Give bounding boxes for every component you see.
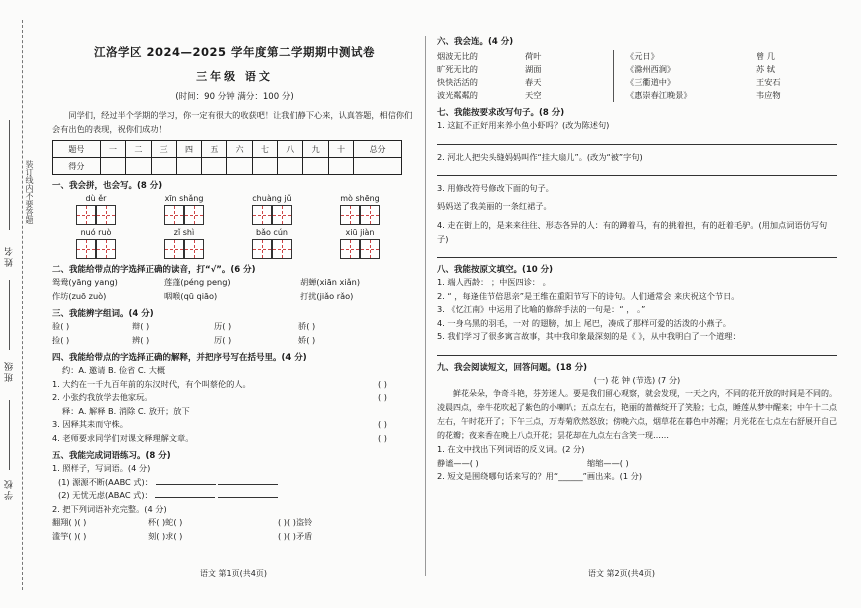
match-item[interactable]: 苏 轼 <box>756 64 775 74</box>
pinyin-item <box>316 228 404 259</box>
score-input[interactable] <box>328 158 353 175</box>
score-cell: 七 <box>252 141 277 158</box>
answer-line[interactable] <box>437 135 837 145</box>
score-row-label: 得分 <box>53 158 101 175</box>
question-text: 2. 小张约我放学去他家玩。 <box>52 392 153 402</box>
pinyin: zǐ shì <box>173 228 195 237</box>
match-item[interactable]: 曾 几 <box>756 51 775 61</box>
word-group-item[interactable]: 辩( ) <box>132 321 150 331</box>
answer-line[interactable] <box>437 166 837 176</box>
pinyin: nuó ruò <box>80 228 112 237</box>
answer-blank[interactable] <box>218 497 278 498</box>
match-item[interactable]: 《滁州西涧》 <box>626 64 676 74</box>
score-cell: 八 <box>278 141 303 158</box>
intro-text: 同学们，经过半个学期的学习，你一定有很大的收获吧！让我们静下心来，认真答题，相信你们会有出色的表现，祝你们成功！ <box>52 110 413 134</box>
rewrite-q4: 4. 走在街上的，是来来往往、形态各异的人：有的蹲着马，有的挑着担，有的赶着毛驴。(用加点词语仿写句子) <box>437 220 828 244</box>
question-text: 4. 老师要求同学们对课文释理解文章。 <box>52 432 194 443</box>
reading-choice[interactable]: 胡蝉(xiān xiǎn) <box>300 277 361 287</box>
reading-choice[interactable]: 鸳鸯(yāng yang) <box>52 277 118 287</box>
match-item[interactable]: 《元日》 <box>626 51 659 61</box>
fill-q2[interactable]: 2. “ ，每逢佳节倍思亲”是王维在重阳节写下的诗句。人们通常会 来庆祝这个节日。 <box>437 290 740 301</box>
page-1-footer: 语文 第1页(共4页) <box>200 569 267 578</box>
match-item[interactable]: 湖面 <box>525 64 542 74</box>
fill-q4[interactable]: 4. 一身乌黑的羽毛，一对 的翅膀，加上 尾巴，凑成了那样可爱的活泼的小燕子。 <box>437 317 731 328</box>
match-item[interactable]: 天空 <box>525 90 542 100</box>
pinyin: dù ěr <box>85 194 107 203</box>
word-group-item[interactable]: 娇( ) <box>298 334 316 345</box>
score-header-row <box>53 141 402 158</box>
pinyin: mò shēng <box>340 194 380 203</box>
score-cell: 题号 <box>53 141 101 158</box>
match-item[interactable]: 春天 <box>525 77 542 87</box>
tian-grid[interactable] <box>252 239 272 259</box>
tian-grid[interactable] <box>184 239 204 259</box>
rewrite-q3: 3. 用修改符号修改下面的句子。 <box>437 183 554 193</box>
reading-choice[interactable]: 咽喉(qū qiāo) <box>164 290 218 301</box>
word-group-item[interactable]: 捡( ) <box>52 334 70 345</box>
score-input[interactable] <box>126 158 151 175</box>
tian-grid[interactable] <box>272 205 292 225</box>
tian-grid[interactable] <box>76 239 96 259</box>
question-item <box>52 418 417 432</box>
binding-strip <box>0 0 36 608</box>
reading-choice[interactable]: 莲蓬(péng peng) <box>164 277 231 287</box>
idiom-item[interactable]: 滥竽( )( ) <box>52 530 87 541</box>
pinyin-item <box>228 228 316 259</box>
answer-blank[interactable] <box>155 497 215 498</box>
score-cell: 一 <box>100 141 125 158</box>
fill-q3[interactable]: 3. 《忆江南》中运用了比喻的修辞手法的一句是：“ ， 。” <box>437 304 646 314</box>
tian-grid[interactable] <box>272 239 292 259</box>
binding-dashed-line <box>22 20 23 590</box>
sub-question: 1. 照样子，写词语。(4 分) <box>52 463 151 473</box>
answer-paren[interactable]: ( ) <box>378 432 387 443</box>
reading-row <box>52 276 417 290</box>
tian-grid[interactable] <box>360 239 380 259</box>
reading-q2: 2. 短文是围绕哪句话来写的？用“______”画出来。(1 分) <box>437 471 643 481</box>
pinyin: xiū jiàn <box>345 228 375 237</box>
idiom-item[interactable]: ( )( )盗铃 <box>278 517 313 527</box>
match-item[interactable]: 《惠崇春江晚景》 <box>626 90 692 100</box>
score-input[interactable] <box>100 158 125 175</box>
idiom-item[interactable]: 杯( )蛇( ) <box>148 517 183 527</box>
name-write-line[interactable] <box>9 120 10 230</box>
class-label: 班级 <box>5 360 15 382</box>
idiom-row <box>52 530 417 544</box>
tian-grid[interactable] <box>184 205 204 225</box>
match-col-2 <box>525 50 613 102</box>
score-input[interactable] <box>278 158 303 175</box>
rewrite-q1: 1. 这缸不正好用来养小鱼小虾吗？(改为陈述句) <box>437 120 610 130</box>
reading-choice[interactable]: 打扰(jiǎo rǎo) <box>300 290 354 301</box>
passage-text: 鲜花朵朵，争奇斗艳，芬芳迷人。要是我们留心观察，就会发现，一天之内，不同的花开放的时间是不同的。凌晨四点，牵牛花吹起了紫色的小喇叭；五点左右，艳丽的蔷薇绽开了笑脸；七点，睡莲从梦中醒来；中午十二点左右，午时花开了；下午三点，万寿菊欣然怒放；傍晚六点，烟草花在暮色中苏醒；月光花在七点左右舒展开自己的花瓣；夜来香在晚上八点开花；昙花却在九点左右含笑一现…… <box>437 389 837 440</box>
antonym-item[interactable]: 缩缩——( ) <box>587 457 629 468</box>
score-cell: 二 <box>126 141 151 158</box>
passage-title: (一) 花 钟 (节选) (7 分) <box>593 374 681 385</box>
score-cell: 四 <box>176 141 201 158</box>
answer-paren[interactable]: ( ) <box>378 419 387 429</box>
reading-q1: 1. 在文中找出下列词语的反义词。(2 分) <box>437 444 585 454</box>
section-8-title: 八、我能按原文填空。(10 分) <box>437 265 554 275</box>
match-item[interactable]: 波光粼粼的 <box>437 90 478 100</box>
tian-grid[interactable] <box>340 239 360 259</box>
tian-grid[interactable] <box>164 239 184 259</box>
score-value-row <box>53 158 402 175</box>
word-group-item[interactable]: 骄( ) <box>298 321 316 331</box>
page-2-footer: 语文 第2页(共4页) <box>588 569 655 578</box>
exam-title: 江洛学区 2024—2025 学年度第二学期期中测试卷 <box>93 45 376 59</box>
answer-paren[interactable]: ( ) <box>378 378 387 389</box>
section-3-title: 三、我能辨字组词。(4 分) <box>52 309 154 319</box>
pinyin-row-1 <box>52 194 417 225</box>
pinyin-item <box>228 194 316 225</box>
school-label: 学校 <box>5 478 15 500</box>
match-item[interactable]: 《三衢道中》 <box>626 77 676 87</box>
tian-grid[interactable] <box>360 205 380 225</box>
answer-line[interactable] <box>437 248 837 258</box>
word-group-row <box>52 320 417 334</box>
antonym-item[interactable]: 静谧——( ) <box>437 457 479 468</box>
tian-grid[interactable] <box>164 205 184 225</box>
score-table <box>52 140 402 175</box>
tian-grid[interactable] <box>340 205 360 225</box>
tian-grid[interactable] <box>96 239 116 259</box>
score-cell: 五 <box>202 141 227 158</box>
idiom-item[interactable]: 翻翔( )( ) <box>52 517 87 527</box>
section-1-title: 一、我会拼，也会写。(8 分) <box>52 181 163 191</box>
section-5-title: 五、我能完成词语练习。(8 分) <box>52 451 171 461</box>
section-7-title: 七、我能按要求改写句子。(8 分) <box>437 108 565 118</box>
answer-blank[interactable] <box>218 484 278 485</box>
match-item[interactable]: 旷死无比的 <box>437 64 478 74</box>
score-input[interactable] <box>252 158 277 175</box>
rewrite-q2: 2. 河北人把尖头缝妈妈叫作“挂大扇儿”。(改为“被”字句) <box>437 151 643 162</box>
reading-row <box>52 290 417 304</box>
section-6-title: 六、我会连。(4 分) <box>437 37 514 47</box>
reading-choice[interactable]: 作坊(zuō zuò) <box>52 290 107 301</box>
time-score: (时间：90 分钟 满分：100 分) <box>175 92 294 102</box>
score-input[interactable] <box>354 158 402 175</box>
score-input[interactable] <box>176 158 201 175</box>
options-shi: 释：A. 解释 B. 消除 C. 放开；放下 <box>62 405 190 416</box>
idiom-item[interactable]: 刻( )求( ) <box>148 530 183 541</box>
score-cell: 三 <box>151 141 176 158</box>
score-input[interactable] <box>227 158 252 175</box>
score-cell: 十 <box>328 141 353 158</box>
pinyin-item <box>52 194 140 225</box>
matching-block <box>437 50 837 102</box>
question-item <box>52 378 417 392</box>
idiom-item[interactable]: ( )( )矛盾 <box>278 530 313 541</box>
column-divider <box>425 36 426 576</box>
name-label: 姓名 <box>5 245 15 267</box>
pattern-item <box>52 476 417 490</box>
section-4-title: 四、我能给带点的字选择正确的解释，并把序号写在括号里。(4 分) <box>52 353 307 363</box>
pinyin-item <box>140 194 228 225</box>
grade-subject: 三年级 语文 <box>196 70 273 83</box>
school-write-line[interactable] <box>9 400 10 470</box>
fill-q1[interactable]: 1. 端人西龄： ；中医四诊： 。 <box>437 277 551 287</box>
score-cell: 总分 <box>354 141 402 158</box>
pinyin-item <box>316 194 404 225</box>
word-group-row <box>52 334 417 348</box>
question-text: 1. 大约在一千九百年前的东汉时代，有个叫蔡伦的人。 <box>52 378 251 389</box>
page-2 <box>437 36 837 596</box>
word-group-item[interactable]: 辨( ) <box>132 334 150 345</box>
fill-q5[interactable]: 5. 我们学习了很多寓言故事，其中我印象最深刻的是《 》，从中我明白了一个道理： <box>437 331 741 341</box>
tian-grid[interactable] <box>252 205 272 225</box>
match-item[interactable]: 荷叶 <box>525 51 542 61</box>
pattern-label: (2) 无忧无虑(ABAC 式)： <box>58 490 153 500</box>
question-item <box>52 432 417 446</box>
binding-hint: 装订线内不要答题 <box>25 160 34 224</box>
section-9-title: 九、我会阅读短文，回答问题。(18 分) <box>437 362 588 373</box>
tian-grid[interactable] <box>96 205 116 225</box>
pinyin: chuàng jǔ <box>252 194 292 203</box>
question-text: 3. 因释其耒而守株。 <box>52 419 128 429</box>
match-col-3 <box>626 50 736 102</box>
match-col-1 <box>437 50 525 102</box>
word-group-item[interactable]: 验( ) <box>52 321 70 331</box>
pinyin-row-2 <box>52 228 417 259</box>
answer-paren[interactable]: ( ) <box>378 392 387 402</box>
answer-blank[interactable] <box>156 484 216 485</box>
match-item[interactable]: 王安石 <box>756 77 781 87</box>
match-item[interactable]: 烟波无比的 <box>437 51 478 61</box>
page-1 <box>52 36 417 596</box>
score-input[interactable] <box>151 158 176 175</box>
idiom-row <box>52 516 417 530</box>
pattern-label: (1) 源源不断(AABC 式)： <box>58 476 153 487</box>
score-cell: 九 <box>303 141 328 158</box>
rewrite-q3-sentence[interactable]: 妈妈送了我美丽的一条红裙子。 <box>437 200 552 211</box>
score-cell: 六 <box>227 141 252 158</box>
score-input[interactable] <box>202 158 227 175</box>
score-input[interactable] <box>303 158 328 175</box>
options-yue: 约：A. 邀请 B. 俭省 C. 大概 <box>62 365 166 375</box>
antonym-row <box>437 457 837 471</box>
match-item[interactable]: 快快活活的 <box>437 77 478 87</box>
pinyin-item <box>52 228 140 259</box>
pattern-item <box>52 489 417 503</box>
match-col-4 <box>736 50 806 102</box>
pinyin: bǎo cún <box>256 228 288 237</box>
section-2-title: 二、我能给带点的字选择正确的读音，打“√”。(6 分) <box>52 265 256 275</box>
word-group-item[interactable]: 厉( ) <box>214 334 232 345</box>
tian-grid[interactable] <box>76 205 96 225</box>
pinyin-item <box>140 228 228 259</box>
class-write-line[interactable] <box>9 280 10 350</box>
question-item <box>52 391 417 405</box>
match-separator <box>613 50 614 102</box>
match-item[interactable]: 韦应物 <box>756 90 781 100</box>
answer-line[interactable] <box>437 346 837 356</box>
word-group-item[interactable]: 历( ) <box>214 321 232 331</box>
sub-question: 2. 把下列词语补充完整。(4 分) <box>52 503 167 514</box>
pinyin: xīn shǎng <box>164 194 204 203</box>
